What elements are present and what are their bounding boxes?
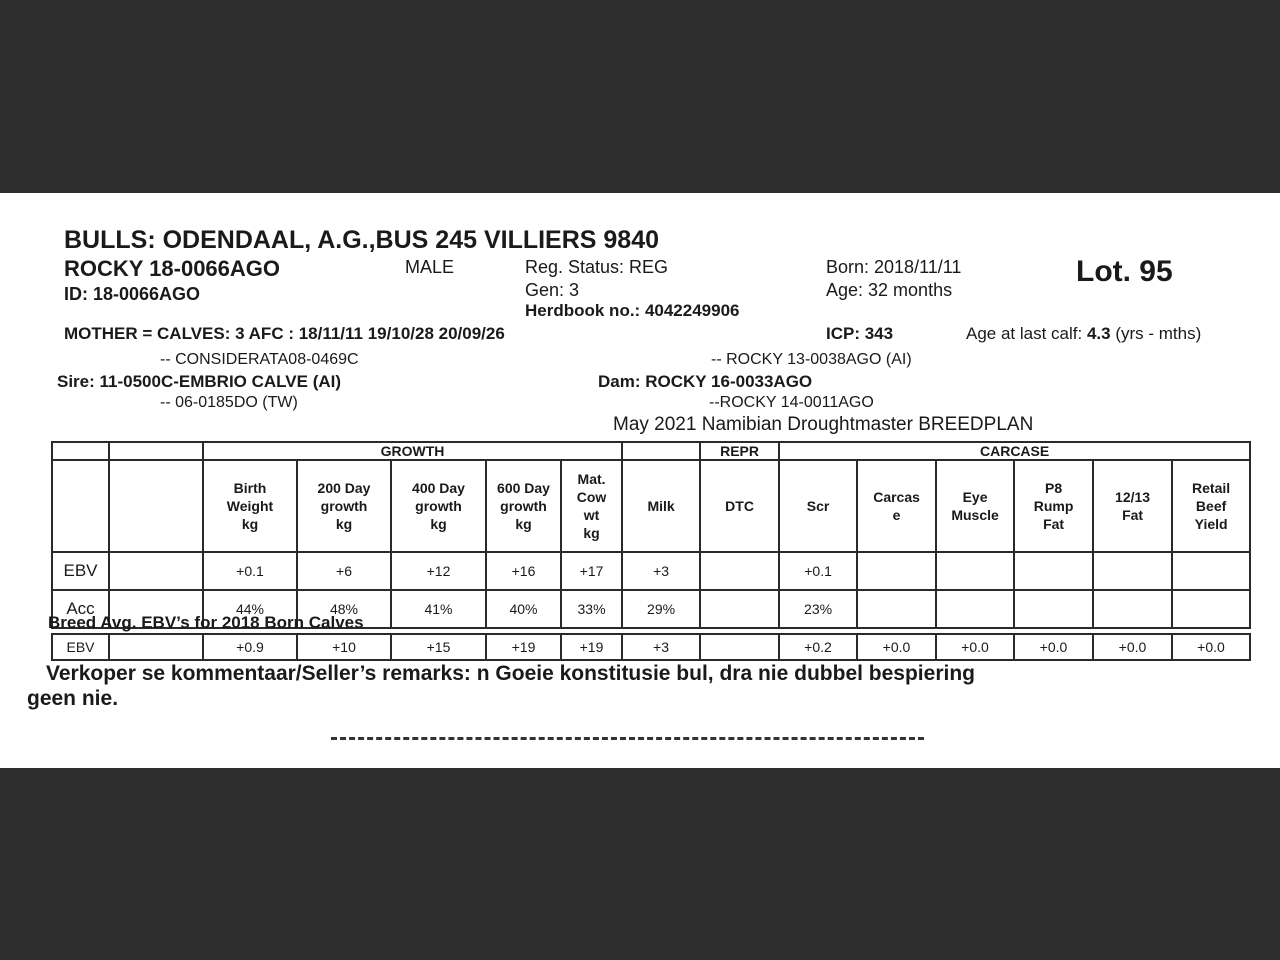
dam-dam: --ROCKY 14-0011AGO (709, 394, 874, 411)
table-cell: +19 (561, 634, 622, 660)
table-cell: 23% (779, 590, 857, 628)
dam: Dam: ROCKY 16-0033AGO (598, 372, 813, 391)
column-header-line: wt (583, 507, 600, 523)
table-cell: +0.2 (779, 634, 857, 660)
column-header-line: Milk (647, 498, 675, 514)
icp-value: ICP: 343 (826, 324, 894, 343)
breed-average-table (51, 633, 1251, 661)
column-header-row (52, 460, 1250, 552)
column-header-line: Retail (1192, 480, 1231, 496)
column-header (1014, 460, 1093, 552)
column-header-line: Beef (1195, 498, 1227, 514)
group-carcase: CARCASE (779, 442, 1250, 460)
table-cell: +0.0 (1014, 634, 1093, 660)
column-header-line: growth (500, 498, 547, 514)
column-header-line: 400 Day (412, 480, 465, 496)
animal-age: Age: 32 months (826, 280, 953, 300)
column-header (857, 460, 936, 552)
table-cell: 48% (297, 590, 391, 628)
table-cell: +17 (561, 552, 622, 590)
row-label: Acc (52, 590, 109, 628)
table-cell (700, 552, 779, 590)
column-header-line: growth (415, 498, 462, 514)
column-header-line: e (892, 507, 901, 523)
lot-number: Lot. 95 (1076, 255, 1173, 288)
row-label: EBV (52, 634, 109, 660)
column-header (700, 460, 779, 552)
mother-calves-line: MOTHER = CALVES: 3 AFC : 18/11/11 19/10/28 20/09/26 (64, 324, 505, 343)
table-cell (936, 590, 1014, 628)
registration-status: Reg. Status: REG (525, 257, 669, 277)
table-cell (1172, 590, 1250, 628)
table-cell (857, 552, 936, 590)
column-header-line: Scr (806, 498, 830, 514)
table-row (52, 634, 1250, 660)
column-header-line: 200 Day (317, 480, 371, 496)
blank-header-cell (109, 460, 203, 552)
seller-remarks: Verkoper se kommentaar/Seller’s remarks: n Goeie konstitusie bul, dra nie dubbel bespiering (46, 662, 975, 685)
blank-cell (109, 634, 203, 660)
column-header-line: Cow (576, 489, 607, 505)
table-cell: +12 (391, 552, 486, 590)
table-cell: +0.0 (1093, 634, 1172, 660)
table-cell: +15 (391, 634, 486, 660)
column-header (561, 460, 622, 552)
age-at-last-calf (966, 324, 1201, 344)
column-header-line: Weight (226, 498, 274, 514)
animal-name: ROCKY 18-0066AGO (64, 256, 281, 281)
table-cell (1093, 590, 1172, 628)
table-cell: +0.1 (203, 552, 297, 590)
column-header (203, 460, 297, 552)
sire-dam: -- 06-0185DO (TW) (160, 394, 298, 411)
table-cell (700, 590, 779, 628)
table-row (52, 552, 1250, 590)
column-header-line: kg (335, 516, 353, 532)
group-repr: REPR (700, 442, 779, 460)
table-cell: +19 (486, 634, 561, 660)
breedplan-title: May 2021 Namibian Droughtmaster BREEDPLAN (613, 414, 1034, 435)
column-header (391, 460, 486, 552)
animal-sex: MALE (405, 257, 455, 277)
row-label: EBV (52, 552, 109, 590)
column-header-line: 12/13 (1115, 489, 1151, 505)
table-cell: +6 (297, 552, 391, 590)
table-cell: +0.0 (1172, 634, 1250, 660)
column-header-line: growth (320, 498, 368, 514)
breed-average-heading: Breed Avg. EBV’s for 2018 Born Calves (48, 613, 364, 632)
age-last-calf-label: Age at last calf: (966, 324, 1087, 343)
table-cell: 29% (622, 590, 700, 628)
column-header-line: Yield (1194, 516, 1228, 532)
table-cell (857, 590, 936, 628)
column-header (936, 460, 1014, 552)
column-header (297, 460, 391, 552)
birth-date: Born: 2018/11/11 (826, 257, 962, 277)
divider-dashed-line (331, 737, 924, 740)
animal-id: ID: 18-0066AGO (64, 284, 201, 304)
table-cell (936, 552, 1014, 590)
table-cell (1172, 552, 1250, 590)
column-header-line: kg (241, 516, 259, 532)
seller-remarks-continued: geen nie. (27, 687, 119, 710)
column-header (1093, 460, 1172, 552)
group-growth: GROWTH (203, 442, 622, 460)
age-last-calf-value: 4.3 (1086, 324, 1111, 343)
table-cell: +0.0 (936, 634, 1014, 660)
column-header-line: Muscle (951, 507, 999, 523)
table-cell (1014, 552, 1093, 590)
column-header (1172, 460, 1250, 552)
table-cell: 40% (486, 590, 561, 628)
blank-cell (109, 552, 203, 590)
table-cell (700, 634, 779, 660)
table-cell: +10 (297, 634, 391, 660)
column-header-line: 600 Day (497, 480, 550, 496)
column-header-line: Rump (1033, 498, 1074, 514)
table-cell: +0.1 (779, 552, 857, 590)
table-cell (1014, 590, 1093, 628)
age-last-calf-unit: (yrs - mths) (1110, 324, 1202, 343)
column-header-line: kg (430, 516, 447, 532)
sire: Sire: 11-0500C-EMBRIO CALVE (AI) (57, 372, 342, 391)
sale-catalogue-sheet (0, 193, 1280, 768)
table-cell: +3 (622, 552, 700, 590)
column-header-line: P8 (1045, 480, 1063, 496)
column-header-line: kg (583, 525, 600, 541)
column-header-line: Fat (1122, 507, 1144, 523)
row-label-header (52, 460, 109, 552)
generation: Gen: 3 (525, 280, 580, 300)
column-header (622, 460, 700, 552)
column-header-line: Birth (233, 480, 267, 496)
column-header-line: Eye (962, 489, 988, 505)
table-cell: 33% (561, 590, 622, 628)
ebv-table (51, 441, 1251, 629)
column-header-line: kg (515, 516, 532, 532)
table-cell (1093, 552, 1172, 590)
column-header-line: DTC (725, 498, 754, 514)
column-header (779, 460, 857, 552)
table-cell: +16 (486, 552, 561, 590)
column-header (486, 460, 561, 552)
group-header-row (52, 442, 1250, 460)
table-cell: +3 (622, 634, 700, 660)
table-cell: 44% (203, 590, 297, 628)
column-header-line: Mat. (577, 471, 606, 487)
table-cell: +0.0 (857, 634, 936, 660)
table-cell: +0.9 (203, 634, 297, 660)
column-header-line: Carcas (873, 489, 920, 505)
table-cell: 41% (391, 590, 486, 628)
herdbook-number: Herdbook no.: 4042249906 (525, 301, 740, 320)
sire-sire: -- CONSIDERATA08-0469C (160, 351, 359, 368)
dam-sire: -- ROCKY 13-0038AGO (AI) (711, 351, 912, 368)
seller-title: BULLS: ODENDAAL, A.G.,BUS 245 VILLIERS 9840 (64, 226, 660, 254)
column-header-line: Fat (1043, 516, 1065, 532)
